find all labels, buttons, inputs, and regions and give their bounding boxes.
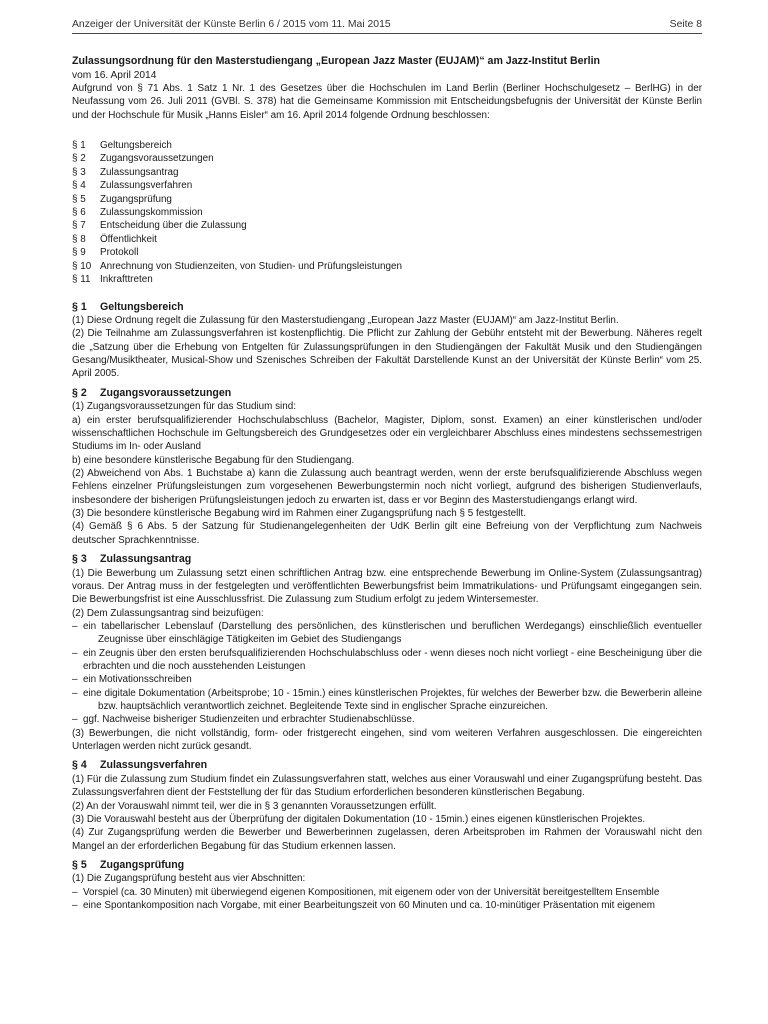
s1-paragraph-1: (1) Diese Ordnung regelt die Zulassung für den Masterstudiengang „European Jazz Master (EUJAM)“ am Jazz-Institut Berlin. (72, 315, 619, 326)
toc-item (72, 206, 702, 219)
s3-paragraph-1: (1) Die Bewerbung um Zulassung setzt einen schriftlichen Antrag bzw. eine entsprechende Bewerbung im Online-System (Zulassungsantrag) voraus. Der Antrag muss in der festgelegten und veröffentlichten Bewerbungsfrist beim Immatrikulations- und Prüfungsamt eingegangen sein. Die Bewerbungsfrist ist eine Ausschlussfrist. Die Zulassung zum Studium erfolgt zu jedem Wintersemester. (72, 567, 702, 606)
list-item-text: Vorspiel (ca. 30 Minuten) mit überwiegend eigenen Kompositionen, mit eigenem oder von der Universität bereitgestelltem Ensemble (83, 886, 660, 898)
s2-item-a: a) ein erster berufsqualifizierender Hochschulabschluss (Bachelor, Magister, Diplom, sonst. Examen) an einer künstlerischen und/oder wissenschaftlichen Hochschule im Geltungsbereich des Grundgesetzes oder ein vergleichbarer Abschluss eines mindestens sechssemestrigen Studiums im In- oder Ausland (72, 414, 702, 453)
toc-label: Zulassungskommission (100, 207, 203, 219)
section-title: Zugangsprüfung (100, 858, 185, 871)
s4-paragraph-1: (1) Für die Zulassung zum Studium findet ein Zulassungsverfahren statt, welches aus einer Vorauswahl und einer Zugangsprüfung besteht. Das Zulassungsverfahren dient der Feststellung der für das Studium erforderlichen besonderen künstlerischen Begabung. (72, 773, 702, 799)
section-4-heading (72, 759, 702, 773)
section-number: § 2 (72, 386, 87, 399)
section-number: § 4 (72, 759, 87, 772)
s2-paragraph-1: (1) Zugangsvoraussetzungen für das Studium sind: (72, 401, 296, 413)
s1-paragraph-2: (2) Die Teilnahme am Zulassungsverfahren ist kostenpflichtig. Die Pflicht zur Zahlung der Gebühr entsteht mit der Bewerbung. Näheres regelt die „Satzung über die Erhebung von Entgelten für Zulassungsprüfungen in den Studiengängen der Fakultät Musik und den Studiengängen Gesang/Musiktheater, Musical-Show und Szenisches Schreiben der Fakultät Darstellende Kunst an der Universität der Künste Berlin“ vom 25. April 2005. (72, 328, 702, 380)
toc-item (72, 166, 702, 179)
list-item (72, 899, 702, 912)
toc-label: Zugangsprüfung (100, 193, 172, 205)
dash-marker: – (72, 620, 78, 632)
list-item-text: eine Spontankomposition nach Vorgabe, mit einer Bearbeitungszeit von 60 Minuten und ca. 10-minütiger Präsentation mit eigenem (83, 900, 655, 912)
dash-marker: – (72, 674, 78, 686)
toc-item (72, 152, 702, 165)
s3-paragraph-3: (3) Bewerbungen, die nicht vollständig, form- oder fristgerecht eingehen, sind vom weiteren Verfahren ausgeschlossen. Die eingereichten Unterlagen werden nicht zurück gesandt. (72, 727, 702, 752)
list-item-text: ein tabellarischer Lebenslauf (Darstellung des persönlichen, des künstlerischen und beruflichen Werdegangs) einschließlich eventueller Zeugnisse über einschlägige Tätigkeiten im Gebiet des Studiengangs (83, 620, 702, 646)
toc-item (72, 260, 702, 273)
toc-number: § 2 (72, 153, 86, 165)
toc-label: Inkrafttreten (100, 274, 153, 286)
toc-number: § 10 (72, 260, 92, 272)
toc-item (72, 233, 702, 246)
section-title: Zugangsvoraussetzungen (100, 386, 232, 399)
s2-paragraph-4: (4) Gemäß § 6 Abs. 5 der Satzung für Studienangelegenheiten der UdK Berlin gilt eine Befreiung von der Verpflichtung zum Nachweis deutscher Sprachkenntnisse. (72, 521, 702, 546)
section-2-heading (72, 387, 702, 401)
section-number: § 3 (72, 553, 87, 565)
toc-item (72, 179, 702, 192)
toc-label: Öffentlichkeit (100, 233, 157, 245)
section-number: § 5 (72, 858, 87, 871)
section-title: Zulassungsverfahren (100, 759, 208, 772)
table-of-contents (72, 139, 702, 286)
toc-item (72, 139, 702, 152)
list-item (72, 886, 702, 899)
toc-item (72, 193, 702, 206)
s2-paragraph-3: (3) Die besondere künstlerische Begabung wird im Rahmen einer Zugangsprüfung nach § 5 festgestellt. (72, 507, 526, 519)
s3-paragraph-2: (2) Dem Zulassungsantrag sind beizufügen: (72, 607, 264, 619)
dash-marker: – (72, 900, 78, 912)
section-number: § 1 (72, 300, 87, 313)
list-item-text: ggf. Nachweise bisheriger Studienzeiten und erbrachter Studienabschlüsse. (83, 714, 415, 726)
list-item (72, 647, 702, 674)
section-title: Geltungsbereich (100, 300, 184, 313)
toc-number: § 6 (72, 207, 86, 219)
list-item (72, 713, 702, 726)
toc-item (72, 273, 702, 286)
dash-marker: – (72, 714, 78, 726)
toc-label: Entscheidung über die Zulassung (100, 220, 247, 232)
toc-label: Geltungsbereich (100, 140, 172, 152)
section-1-heading (72, 301, 702, 315)
document-title: Zulassungsordnung für den Masterstudiengang „European Jazz Master (EUJAM)“ am Jazz-Institut Berlin (72, 55, 600, 67)
s4-paragraph-4: (4) Zur Zugangsprüfung werden die Bewerber und Bewerberinnen zugelassen, deren Arbeitsproben im Rahmen der Vorauswahl nicht den Mangel an der erforderlichen Begabung für das Studium erkennen lassen. (72, 827, 702, 852)
dash-marker: – (72, 647, 78, 659)
s5-paragraph-1: (1) Die Zugangsprüfung besteht aus vier Abschnitten: (72, 873, 306, 885)
s2-paragraph-2: (2) Abweichend von Abs. 1 Buchstabe a) kann die Zulassung auch beantragt werden, wenn der erste berufsqualifizierende Abschluss wegen Fehlens einzelner Prüfungsleistungen zum vorgesehenen Bewerbungstermin noch nicht vorliegt, aufgrund des bisherigen Studienverlaufs, insbesondere der bisherigen Prüfungsleistungen jedoch zu erwarten ist, dass er vor Beginn des Masterstudiengangs erlangt wird. (72, 467, 702, 506)
toc-label: Anrechnung von Studienzeiten, von Studien- und Prüfungsleistungen (100, 260, 402, 272)
list-item (72, 673, 702, 686)
toc-number: § 1 (72, 140, 86, 152)
list-item (72, 687, 702, 714)
toc-label: Zulassungsantrag (100, 166, 179, 178)
document-date: vom 16. April 2014 (72, 69, 157, 81)
toc-number: § 5 (72, 193, 86, 205)
toc-label: Protokoll (100, 247, 139, 259)
toc-item (72, 246, 702, 259)
toc-number: § 11 (72, 274, 91, 286)
dash-marker: – (72, 886, 78, 898)
list-item-text: ein Motivationsschreiben (83, 674, 192, 686)
running-header (72, 18, 702, 34)
section-5-heading (72, 859, 702, 873)
section-title: Zulassungsantrag (100, 553, 192, 565)
toc-number: § 9 (72, 247, 86, 259)
toc-number: § 3 (72, 166, 86, 178)
toc-label: Zugangsvoraussetzungen (100, 153, 214, 165)
preamble: Aufgrund von § 71 Abs. 1 Satz 1 Nr. 1 des Gesetzes über die Hochschulen im Land Berlin (Berliner Hochschulgesetz – BerlHG) in der Neufassung vom 26. Juli 2011 (GVBl. S. 378) hat die Gemeinsame Kommission mit Entscheidungsbefugnis der Universität der Künste Berlin und der Hochschule für Musik „Hanns Eisler“ am 16. April 2014 folgende Ordnung beschlossen: (72, 83, 702, 121)
dash-marker: – (72, 687, 78, 699)
toc-number: § 8 (72, 233, 86, 245)
header-publication: Anzeiger der Universität der Künste Berlin 6 / 2015 vom 11. Mai 2015 (72, 19, 391, 30)
toc-number: § 4 (72, 180, 86, 192)
document-page (72, 18, 702, 912)
toc-label: Zulassungsverfahren (100, 180, 193, 192)
toc-number: § 7 (72, 220, 86, 232)
list-item-text: eine digitale Dokumentation (Arbeitsprobe; 10 - 15min.) eines künstlerischen Projektes, für welches der Bewerber bzw. die Bewerberin alleine bzw. hauptsächlich verantwortlich zeichnet. Begleitende Texte sind in englischer Sprache einzureichen. (83, 687, 702, 712)
toc-item (72, 219, 702, 232)
s4-paragraph-3: (3) Die Vorauswahl besteht aus der Überprüfung der digitalen Dokumentation (10 - 15min.) eines eigenen künstlerischen Projektes. (72, 813, 646, 825)
s4-paragraph-2: (2) An der Vorauswahl nimmt teil, wer die in § 3 genannten Voraussetzungen erfüllt. (72, 800, 437, 812)
section-3-heading (72, 553, 702, 567)
list-item-text: ein Zeugnis über den ersten berufsqualifizierenden Hochschulabschluss oder - wenn dieses noch nicht vorliegt - eine Bescheinigung über die erbrachten und die noch ausstehenden Leistungen (83, 647, 702, 672)
list-item (72, 620, 702, 647)
header-page-number: Seite 8 (669, 19, 702, 30)
s2-item-b: b) eine besondere künstlerische Begabung für den Studiengang. (72, 454, 355, 466)
